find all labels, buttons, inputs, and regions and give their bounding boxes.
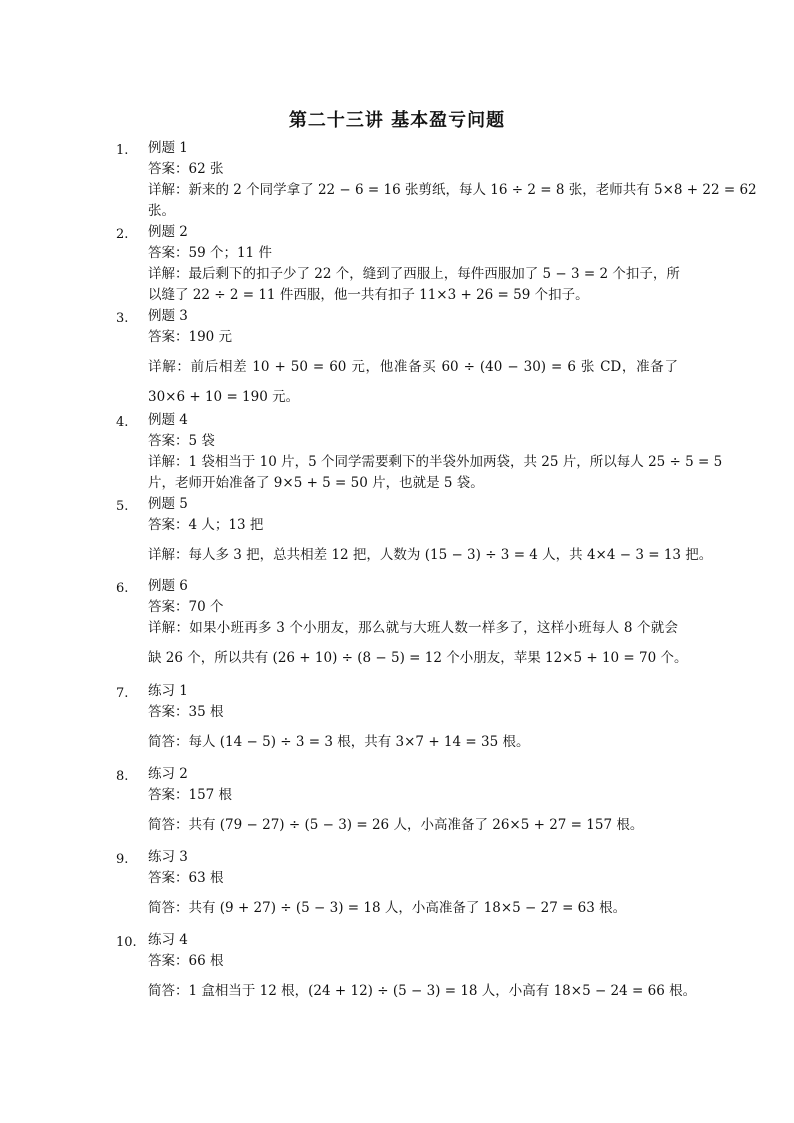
item-detail: 详解：新来的 2 个同学拿了 22 − 6 = 16 张剪纸，每人 16 ÷ 2 = 8 张，老师共有 5×8 + 22 = 62 bbox=[148, 182, 757, 198]
item-detail: 简答：每人 (14 − 5) ÷ 3 = 3 根，共有 3×7 + 14 = 35 根。 bbox=[148, 734, 530, 750]
item-detail: 详解：1 袋相当于 10 片，5 个同学需要剩下的半袋外加两袋，共 25 片，所以每人 25 ÷ 5 = 5 bbox=[148, 454, 723, 470]
item-number: 3. bbox=[116, 311, 129, 326]
item-detail: 详解：最后剩下的扣子少了 22 个，缝到了西服上，每件西服加了 5 − 3 = 2 个扣子，所 bbox=[148, 266, 680, 282]
item-detail: 详解：如果小班再多 3 个小朋友，那么就与大班人数一样多了，这样小班每人 8 个就会 bbox=[148, 620, 678, 636]
item-number: 8. bbox=[116, 769, 129, 784]
item-answer: 答案：66 根 bbox=[148, 953, 224, 969]
item-answer: 答案：190 元 bbox=[148, 329, 233, 345]
item-heading: 例题 5 bbox=[148, 496, 188, 512]
item-number: 4. bbox=[116, 415, 129, 430]
item-detail: 详解：前后相差 10 + 50 = 60 元，他准备买 60 ÷ (40 − 30) = 6 张 CD，准备了 bbox=[148, 359, 678, 375]
item-heading: 练习 3 bbox=[148, 849, 188, 865]
item-detail: 简答：1 盒相当于 12 根，(24 + 12) ÷ (5 − 3) = 18 人，小高有 18×5 − 24 = 66 根。 bbox=[148, 983, 697, 999]
item-detail: 详解：每人多 3 把，总共相差 12 把，人数为 (15 − 3) ÷ 3 = 4 人，共 4×4 − 3 = 13 把。 bbox=[148, 547, 713, 563]
item-answer: 答案：62 张 bbox=[148, 161, 224, 177]
item-detail: 以缝了 22 ÷ 2 = 11 件西服，他一共有扣子 11×3 + 26 = 59 个扣子。 bbox=[148, 287, 589, 303]
item-number: 6. bbox=[116, 581, 129, 596]
item-answer: 答案：35 根 bbox=[148, 704, 224, 720]
item-answer: 答案：63 根 bbox=[148, 870, 224, 886]
item-heading: 练习 2 bbox=[148, 766, 188, 782]
item-detail: 简答：共有 (79 − 27) ÷ (5 − 3) = 26 人，小高准备了 26×5 + 27 = 157 根。 bbox=[148, 817, 644, 833]
item-heading: 练习 1 bbox=[148, 683, 188, 699]
item-number: 2. bbox=[116, 227, 129, 242]
item-answer: 答案：4 人；13 把 bbox=[148, 517, 264, 533]
item-answer: 答案：157 根 bbox=[148, 787, 233, 803]
item-heading: 例题 4 bbox=[148, 412, 188, 428]
item-answer: 答案：59 个；11 件 bbox=[148, 245, 272, 261]
item-detail: 缺 26 个，所以共有 (26 + 10) ÷ (8 − 5) = 12 个小朋友，苹果 12×5 + 10 = 70 个。 bbox=[148, 650, 688, 666]
item-detail: 30×6 + 10 = 190 元。 bbox=[148, 389, 300, 405]
page-title: 第二十三讲 基本盈亏问题 bbox=[288, 110, 506, 131]
item-heading: 例题 1 bbox=[148, 140, 188, 156]
item-number: 1. bbox=[116, 143, 129, 158]
item-heading: 例题 6 bbox=[148, 578, 188, 594]
item-number: 7. bbox=[116, 686, 129, 701]
item-answer: 答案：70 个 bbox=[148, 599, 224, 615]
item-detail: 片，老师开始准备了 9×5 + 5 = 50 片，也就是 5 袋。 bbox=[148, 475, 484, 491]
item-detail: 张。 bbox=[148, 203, 175, 219]
item-heading: 练习 4 bbox=[148, 932, 188, 948]
item-answer: 答案：5 袋 bbox=[148, 433, 215, 449]
item-heading: 例题 3 bbox=[148, 308, 188, 324]
item-number: 5. bbox=[116, 499, 129, 514]
item-heading: 例题 2 bbox=[148, 224, 188, 240]
item-number: 9. bbox=[116, 852, 129, 867]
item-detail: 简答：共有 (9 + 27) ÷ (5 − 3) = 18 人，小高准备了 18×5 − 27 = 63 根。 bbox=[148, 900, 627, 916]
item-number: 10. bbox=[116, 935, 137, 950]
